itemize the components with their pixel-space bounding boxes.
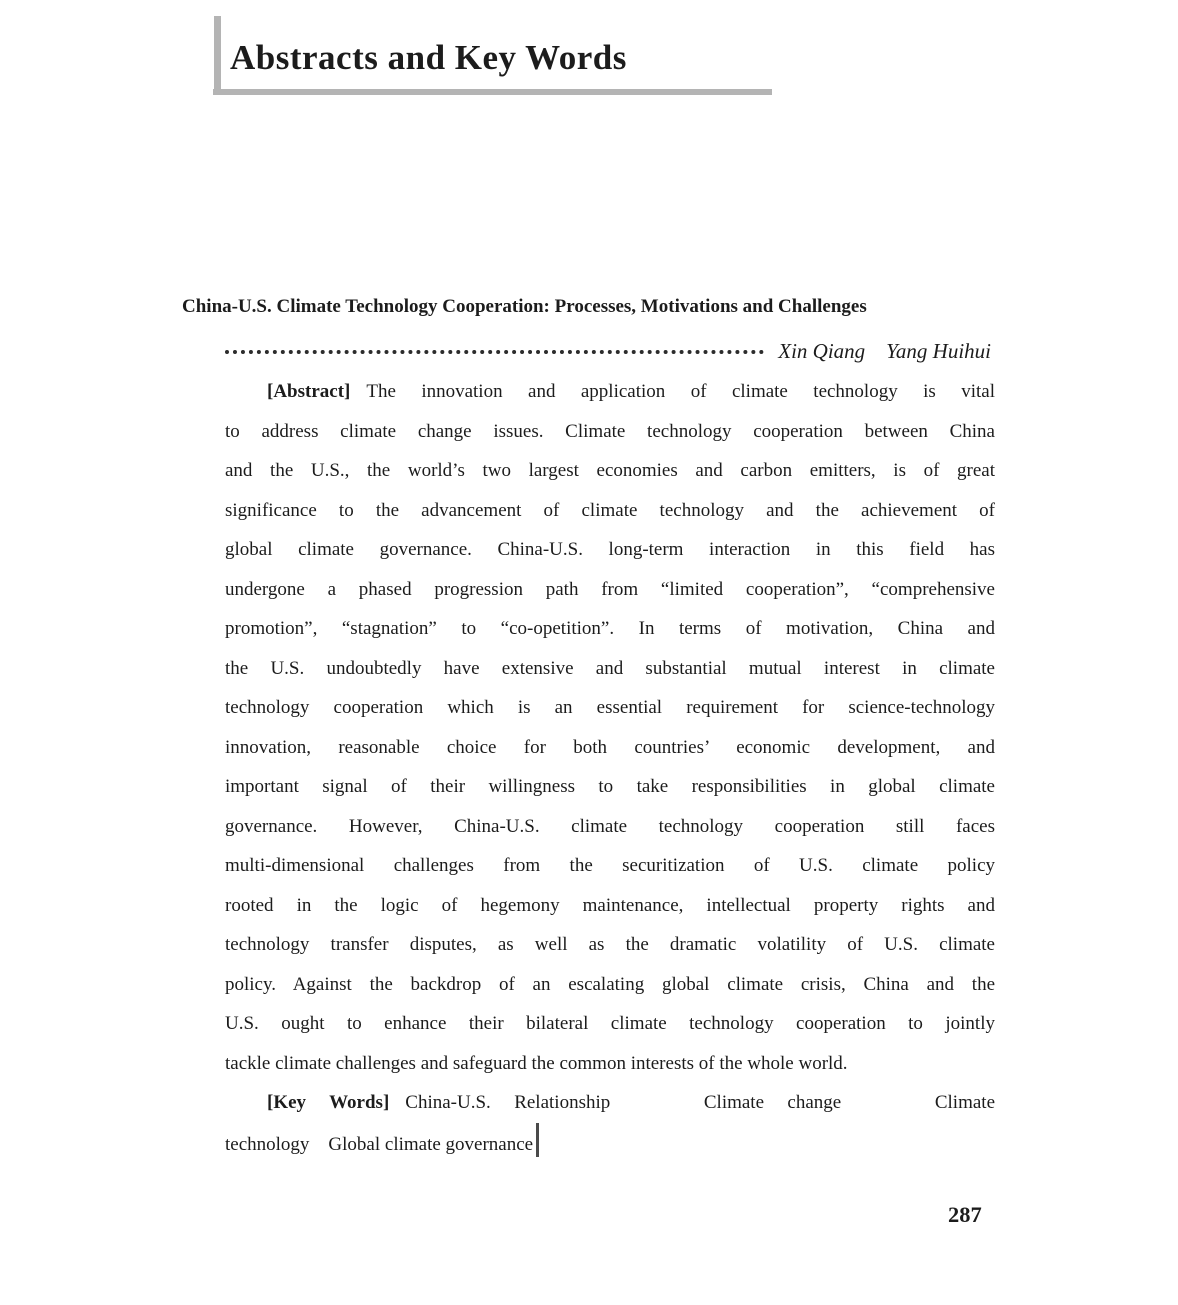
abstract-line: technology cooperation which is an essential requirement for science-technology xyxy=(225,697,995,718)
authors-row xyxy=(225,330,995,372)
abstract-line: rooted in the logic of hegemony maintenance, intellectual property rights and xyxy=(225,894,995,916)
abstract-body xyxy=(225,372,995,1162)
abstract-line-text: The innovation and application of climate technology is vital xyxy=(366,381,995,402)
abstract-line: global climate governance. China-U.S. long-term interaction in this field has xyxy=(225,539,995,560)
abstract-line: policy. Against the backdrop of an escalating global climate crisis, China and the xyxy=(225,973,995,995)
page-number: 287 xyxy=(948,1202,982,1227)
abstract-line xyxy=(225,372,995,412)
abstract-line: tackle climate challenges and safeguard the common interests of the whole world. xyxy=(225,1052,848,1074)
text-cursor xyxy=(536,1123,539,1157)
abstract-line: multi-dimensional challenges from the securitization of U.S. climate policy xyxy=(225,855,995,876)
abstract-label: [Abstract] xyxy=(267,381,351,402)
keywords-line xyxy=(225,1123,995,1163)
abstract-line: governance. However, China-U.S. climate technology cooperation still faces xyxy=(225,815,995,837)
abstract-line: promotion”, “stagnation” to “co-opetition”. In terms of motivation, China and xyxy=(225,618,995,639)
keywords-line-text: technology Global climate governance xyxy=(225,1133,534,1155)
abstract-line: the U.S. undoubtedly have extensive and substantial mutual interest in climate xyxy=(225,657,995,679)
abstract-line: to address climate change issues. Climate technology cooperation between China xyxy=(225,420,995,442)
abstract-line: U.S. ought to enhance their bilateral climate technology cooperation to jointly xyxy=(225,1013,995,1034)
abstract-line: innovation, reasonable choice for both countries’ economic development, and xyxy=(225,736,995,758)
page-heading: Abstracts and Key Words xyxy=(230,38,627,77)
dotted-leader xyxy=(225,350,764,354)
abstract-line: important signal of their willingness to take responsibilities in global climate xyxy=(225,776,995,797)
abstract-line: technology transfer disputes, as well as the dramatic volatility of U.S. climate xyxy=(225,934,995,955)
keywords-label: [Key Words] xyxy=(267,1092,390,1113)
abstract-line: undergone a phased progression path from “limited cooperation”, “comprehensive xyxy=(225,578,995,600)
author-names: Xin Qiang Yang Huihui xyxy=(778,338,991,363)
article-title: China-U.S. Climate Technology Cooperation: Processes, Motivations and Challenges xyxy=(182,296,867,317)
heading-accent-bar xyxy=(214,16,221,95)
keywords-line-text: China-U.S. Relationship Climate change Climate xyxy=(405,1092,995,1113)
heading-underline xyxy=(213,89,772,95)
abstract-line: and the U.S., the world’s two largest economies and carbon emitters, is of great xyxy=(225,460,995,481)
keywords-line xyxy=(225,1083,995,1123)
abstract-line: significance to the advancement of climate technology and the achievement of xyxy=(225,499,995,521)
